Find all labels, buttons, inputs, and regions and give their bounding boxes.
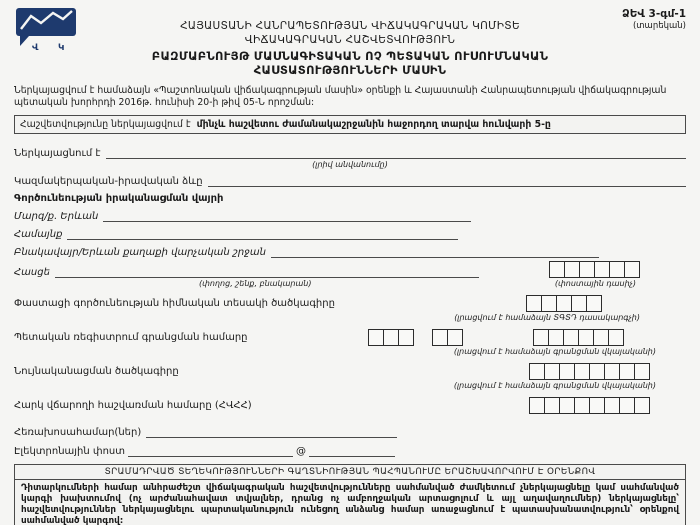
code-cell xyxy=(383,329,399,346)
code-cell xyxy=(541,295,557,312)
tin-label: Հարկ վճարողի հաշվառման համարը (ՀՎՀՀ) xyxy=(14,399,252,411)
code-cell xyxy=(368,329,384,346)
org-legal-row xyxy=(14,172,686,187)
code-cell xyxy=(432,329,448,346)
code-cell xyxy=(574,363,590,380)
register-number-label: Պետական ռեգիստրում գրանցման համարը xyxy=(14,331,248,343)
code-cell xyxy=(559,397,575,414)
postal-code-boxes xyxy=(549,261,640,278)
code-cell xyxy=(556,295,572,312)
code-cell xyxy=(564,261,580,278)
identification-code-caption: (լրացվում է համաձայն գրանցման վկայականի) xyxy=(453,380,656,390)
identification-code-label: Նույնականացման ծածկագիրը xyxy=(14,365,179,377)
tin-boxes xyxy=(529,397,650,414)
email-row xyxy=(14,442,686,457)
activity-code-boxes xyxy=(526,295,602,312)
address-row xyxy=(14,261,686,278)
code-cell xyxy=(586,295,602,312)
code-cell xyxy=(398,329,414,346)
settlement-label: Բնակավայր/Երևան քաղաքի վարչական շրջան xyxy=(14,246,266,258)
code-cell xyxy=(526,295,542,312)
email-label: Էլեկտրոնային փոստ xyxy=(14,445,126,457)
email-at-sign: @ xyxy=(296,445,307,457)
org-legal-blank-line xyxy=(208,175,686,187)
register-caption: (լրացվում է համաձայն գրանցման վկայականի) xyxy=(453,346,656,356)
code-cell xyxy=(559,363,575,380)
form-header xyxy=(14,20,686,77)
activity-code-caption: (լրացվում է համաձայն ՏԳՏԴ դասակարգչի) xyxy=(454,312,640,322)
report-type: ՎԻՃԱԿԱԳՐԱԿԱՆ ՀԱՇՎԵՏՎՈՒԹՅՈՒՆ xyxy=(244,34,456,46)
community-label: Համայնք xyxy=(14,228,63,240)
phone-label: Հեռախոսահամար(ներ) xyxy=(14,426,142,438)
confidentiality-box xyxy=(14,464,686,525)
community-row xyxy=(14,225,458,240)
code-cell xyxy=(549,261,565,278)
identification-code-boxes xyxy=(529,363,650,380)
address-caption: (փողոց, շենք, բնակարան) xyxy=(199,278,312,288)
code-cell xyxy=(604,363,620,380)
presenter-blank-line xyxy=(106,147,686,159)
settlement-blank-line xyxy=(271,246,599,258)
marz-row xyxy=(14,207,471,222)
activity-code-row xyxy=(14,295,686,312)
marz-label: Մարզ/ք. Երևան xyxy=(14,210,99,222)
code-cell xyxy=(574,397,590,414)
code-cell xyxy=(529,363,545,380)
logo-pennant xyxy=(20,36,29,46)
legal-basis-text: Ներկայացվում է համաձայն «Պաշտոնական վիճակագրության մասին» օրենքի և Հայաստանի Հանրապետության վիճակագրության պետական խորհրդի 2016թ. հունիսի 20-ի թիվ 05-Ն որոշման: xyxy=(14,85,667,109)
form-number-block xyxy=(622,8,686,31)
code-cell xyxy=(571,295,587,312)
register-group-1-boxes xyxy=(368,329,414,346)
liability-warning-text: Դիտարկումների համար անհրաժեշտ վիճակագրական հաշվետվությունները սահմանված ժամկետում չներկայացնելը կամ սահմանված կարգի խախտումով (ոչ արժանահավատ տվյալներ, դրանց ոչ ամբողջական արտացոլում և այլ աղավաղումներ) ներկայացնելը՝ հաշվետվություններ ներկայացնելու պարտականություն ունեցող անձանց համար առաջացնում է պատասխանատվություն՝ օրենքով սահմանված կարգով: xyxy=(21,482,679,525)
logo-letter-right: Կ xyxy=(58,43,65,53)
postal-caption: (փոստային դասիչ) xyxy=(554,278,636,288)
code-cell xyxy=(447,329,463,346)
code-cell xyxy=(619,363,635,380)
code-cell xyxy=(608,329,624,346)
armstat-logo-graphic xyxy=(14,6,82,54)
spacer xyxy=(311,279,554,288)
code-cell xyxy=(609,261,625,278)
address-caption-row xyxy=(14,279,686,288)
code-cell xyxy=(544,363,560,380)
deadline-text-bold: մինչև հաշվետու ժամանակաշրջանին հաջորդող տարվա հունվարի 5-ը xyxy=(196,118,551,130)
address-blank-line xyxy=(55,266,479,278)
deadline-text-normal: Հաշվետվությունը ներկայացվում է xyxy=(20,118,191,130)
confidentiality-title: ՏՐԱՄԱԴՐՎԱԾ ՏԵՂԵԿՈՒԹՅՈՒՆՆԵՐԻ ԳԱՂՏՆԻՈՒԹՅԱՆ ՊԱՀՊԱՆՈՒՄԸ ԵՐԱՇԽԱՎՈՐՎՈՒՄ Է ՕՐԵՆՔՈՎ xyxy=(15,465,685,480)
register-group-3-boxes xyxy=(533,329,624,346)
activity-place-heading: Գործունեության իրականացման վայրի xyxy=(14,192,224,204)
code-cell xyxy=(589,397,605,414)
code-cell xyxy=(578,329,594,346)
code-cell xyxy=(544,397,560,414)
code-cell xyxy=(634,363,650,380)
community-blank-line xyxy=(67,228,457,240)
register-group-2-boxes xyxy=(432,329,463,346)
form-number: ՁԵՎ 3-գմ-1 xyxy=(622,8,686,20)
address-label: Հասցե xyxy=(14,266,50,278)
code-cell xyxy=(589,363,605,380)
marz-blank-line xyxy=(103,210,471,222)
phone-row xyxy=(14,423,397,438)
code-cell xyxy=(619,397,635,414)
code-cell xyxy=(593,329,609,346)
register-number-row xyxy=(14,329,686,346)
code-cell xyxy=(563,329,579,346)
email-local-blank-line xyxy=(128,445,293,457)
code-cell xyxy=(548,329,564,346)
deadline-box xyxy=(14,115,686,134)
armstat-logo xyxy=(14,6,82,54)
tin-row xyxy=(14,397,686,414)
activity-code-label: Փաստացի գործունեության հիմնական տեսակի ծածկագիրը xyxy=(14,297,335,309)
presenter-label: Ներկայացնում է xyxy=(14,147,101,159)
org-legal-label: Կազմակերպական-իրավական ձևը xyxy=(14,175,203,187)
form-title-line1: ԲԱԶՄԱԲՆՈՒՅԹ ՄԱՍՆԱԳԻՏԱԿԱՆ ՈՉ ՊԵՏԱԿԱՆ ՈՒՍՈՒՄՆԱԿԱՆ xyxy=(151,49,549,63)
logo-letter-left: Վ xyxy=(32,43,39,53)
code-cell xyxy=(594,261,610,278)
code-cell xyxy=(604,397,620,414)
email-domain-blank-line xyxy=(309,445,395,457)
code-cell xyxy=(529,397,545,414)
code-cell xyxy=(634,397,650,414)
identification-code-row xyxy=(14,363,686,380)
form-periodicity: (տարեկան) xyxy=(632,21,686,31)
presenter-row xyxy=(14,144,686,159)
code-cell xyxy=(624,261,640,278)
code-cell xyxy=(579,261,595,278)
code-cell xyxy=(533,329,549,346)
settlement-row xyxy=(14,243,599,258)
form-title-line2: ՀԱՍՏԱՏՈՒԹՅՈՒՆՆԵՐԻ ՄԱՍԻՆ xyxy=(253,63,447,77)
committee-name: ՀԱՅԱՍՏԱՆԻ ՀԱՆՐԱՊԵՏՈՒԹՅԱՆ ՎԻՃԱԿԱԳՐԱԿԱՆ ԿՈՄԻՏԵ xyxy=(180,20,520,32)
presenter-caption: (լրիվ անվանումը) xyxy=(312,159,388,169)
phone-blank-line xyxy=(146,426,397,438)
